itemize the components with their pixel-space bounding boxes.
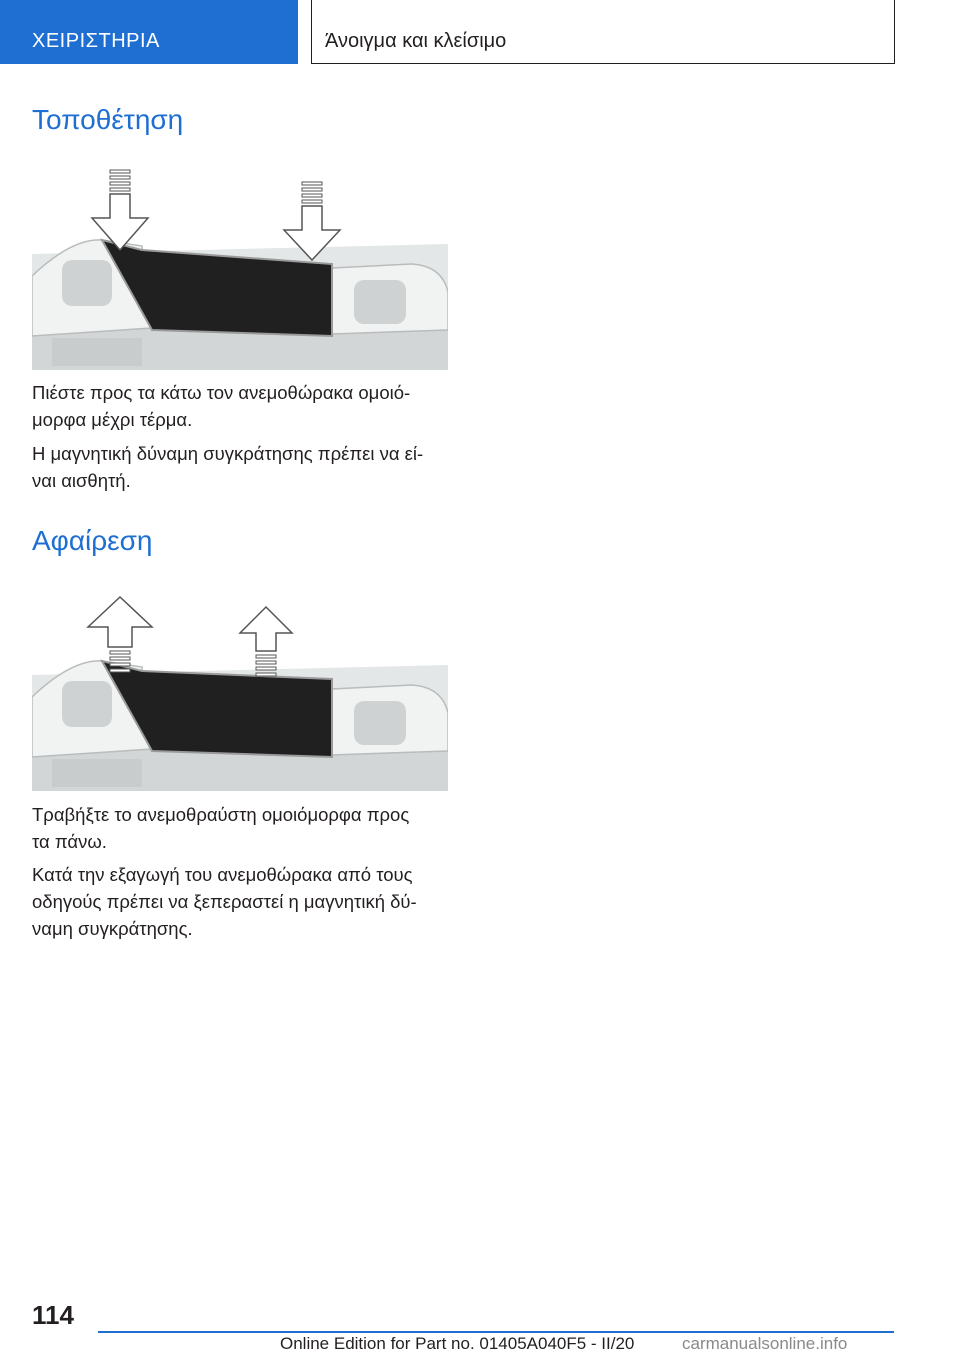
footer-divider bbox=[98, 1331, 894, 1333]
installation-figure bbox=[32, 168, 448, 370]
removal-line-1: Τραβήξτε το ανεμοθραύστη ομοιόμορφα προς bbox=[32, 804, 410, 825]
header-chapter-label: Άνοιγμα και κλείσιμο bbox=[325, 30, 507, 52]
removal-heading: Αφαίρεση bbox=[32, 525, 153, 556]
installation-line-3: Η μαγνητική δύναμη συγκράτησης πρέπει να εί- bbox=[32, 443, 424, 464]
page-number: 114 bbox=[32, 1300, 74, 1330]
removal-figure bbox=[32, 589, 448, 791]
footer-watermark: carmanualsonline.info bbox=[682, 1334, 848, 1353]
removal-note bbox=[32, 861, 452, 942]
header-section-label: ΧΕΙΡΙΣΤΗΡΙΑ bbox=[32, 30, 160, 52]
removal-line-2: τα πάνω. bbox=[32, 831, 107, 852]
installation-line-1: Πιέστε προς τα κάτω τον ανεμοθώρακα ομοιό- bbox=[32, 382, 411, 403]
installation-line-4: ναι αισθητή. bbox=[32, 470, 131, 491]
header-section-tab bbox=[0, 0, 298, 64]
removal-text bbox=[32, 801, 452, 855]
installation-line-2: μορφα μέχρι τέρμα. bbox=[32, 409, 193, 430]
installation-heading: Τοποθέτηση bbox=[32, 104, 184, 135]
installation-note bbox=[32, 440, 452, 494]
header-chapter-tab bbox=[311, 0, 895, 64]
removal-line-4: οδηγούς πρέπει να ξεπεραστεί η μαγνητική δύ- bbox=[32, 891, 417, 912]
removal-line-3: Κατά την εξαγωγή του ανεμοθώρακα από τους bbox=[32, 864, 413, 885]
installation-text bbox=[32, 379, 452, 433]
footer-edition: Online Edition for Part no. 01405A040F5 - II/20 bbox=[280, 1334, 635, 1353]
removal-line-5: ναμη συγκράτησης. bbox=[32, 918, 193, 939]
